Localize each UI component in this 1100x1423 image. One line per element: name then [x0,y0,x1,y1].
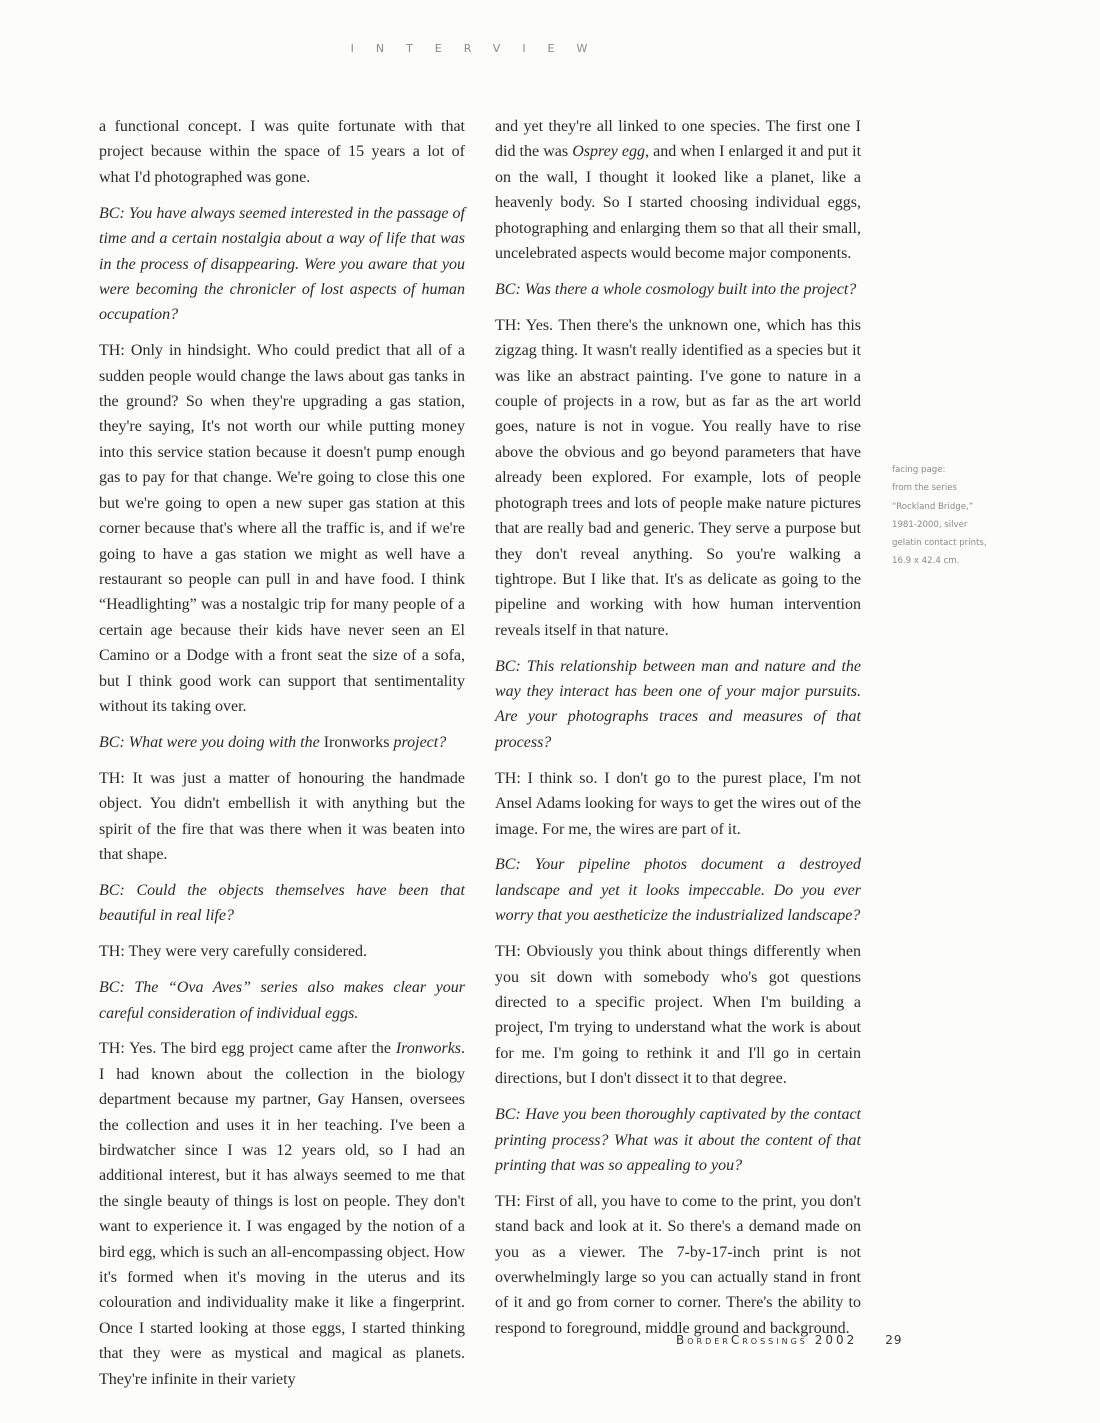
question [495,277,861,302]
question [99,878,465,929]
work-title: Ironworks [323,733,390,751]
speaker-label: TH: [495,1192,521,1210]
question-text: Have you been thoroughly captivated by the contact printing process? What was it about the content of that printing that was so appealing to you? [495,1106,862,1174]
question [99,201,465,328]
left-column [99,114,465,1403]
answer-text: Only in hindsight. Who could predict that all of a sudden people would change the laws about gas tanks in the ground? So when they're upgrading a gas station, they're saying, It's not worth our while putting money into this service station because it doesn't pump enough gas to pay for that change. We're going to close this one but we're going to open a new super gas station at this corner because that's where all the traffic is, and if we're going to have a gas station we might as well have a restaurant so people can pull in and have food. I think “Headlighting” was a nostalgic trip for many people of a certain age because their kids have never seen an El Camino or a Dodge with a front seat the size of a sofa, but I think good work can support that sentimentality without its taking over. [99,342,466,715]
page-footer [676,1333,903,1347]
speaker-label: BC: [99,733,125,751]
question [495,1102,861,1178]
speaker-label: TH: [99,943,125,961]
paragraph [495,114,861,266]
answer [99,766,465,868]
answer-text: . I had known about the collection in the biology department because my partner, Gay Hansen, oversees the collection and uses it in her teaching. I've been a birdwatcher since I was 12 years old, so I had an additional interest, but it has always seemed to me that the single beauty of things is lost on people. They don't want to experience it. I was engaged by the notion of a bird egg, which is such an all-encompassing object. How it's formed when it's moving in the uterus and its colouration and individuality make it like a fingerprint. Once I started looking at those eggs, I started thinking that they were as mystical and magical as planets. They're infinite in their variety [99,1040,466,1388]
speaker-label: BC: [99,204,125,222]
answer [495,939,861,1091]
answer [99,338,465,719]
paragraph-text: , and when I enlarged it and put it on the wall, I thought it looked like a planet, like a heavenly body. So I started choosing individual eggs, photographing and enlarging them so that all their small, uncelebrated aspects would become major components. [495,143,862,263]
caption-line: facing page: [892,465,946,475]
question-text: Your pipeline photos document a destroyed landscape and yet it looks impeccable. Do you ever worry that you aestheticize the industrialized landscape? [495,856,861,925]
question-text: What were you doing with the [128,733,320,751]
answer [495,766,861,842]
magazine-name: BorderCrossings 2002 [676,1333,858,1347]
question [495,654,861,756]
answer [99,939,465,964]
answer-text: Yes. Then there's the unknown one, which has this zigzag thing. It wasn't really identified as a species but it was like an abstract painting. I've gone to nature in a couple of projects in a row, but as far as the art world goes, nature is not in vogue. You really have to rise above the obvious and go beyond parameters that have already been explored. For example, lots of people photograph trees and lots of people make nature pictures that are really bad and generic. They serve a purpose but they don't reveal anything. So you're walking a tightrope. But I like that. It's as delicate as going to the pipeline and working with how human intervention reveals itself in that nature. [495,316,862,639]
question-text: This relationship between man and nature and the way they interact has been one of your major pursuits. Are your photographs traces and measures of that process? [495,657,862,751]
question [99,975,465,1026]
speaker-label: BC: [495,280,521,298]
speaker-label: BC: [495,657,521,675]
question-text: You have always seemed interested in the passage of time and a certain nostalgia about a way of life that was in the process of disappearing. Were you aware that you were becoming the chronicler of lost aspects of human occupation? [99,204,465,324]
question-text: project? [393,733,447,751]
question-text: Could the objects themselves have been that beautiful in real life? [99,881,466,925]
answer-text: I think so. I don't go to the purest place, I'm not Ansel Adams looking for ways to get the wires out of the image. For me, the wires are part of it. [495,769,862,838]
paragraph-text: and yet they're all linked to one species. The first one I did the was [495,118,861,161]
speaker-label: BC: [495,856,521,874]
work-title: Osprey egg [572,143,646,161]
answer-text: Obviously you think about things differently when you sit down with somebody who's got questions directed to a specific project. When I'm building a project, I'm trying to understand what the work is about for me. I'm going to rethink it and I'll go in certain directions, but I don't dissect it to that degree. [495,943,861,1088]
speaker-label: BC: [495,1106,521,1124]
speaker-label: TH: [99,769,125,787]
question [99,730,465,755]
speaker-label: BC: [99,881,125,899]
question-text: The “Ova Aves” series also makes clear your careful consideration of individual eggs. [99,979,466,1022]
speaker-label: BC: [99,979,125,997]
answer [495,1189,861,1341]
answer [495,313,861,643]
answer [99,1036,465,1392]
answer-text: It was just a matter of honouring the handmade object. You didn't embellish it with anything but the spirit of the fire that was there when it was beaten into that shape. [99,769,466,863]
paragraph: a functional concept. I was quite fortunate with that project because within the space of 15 years a lot of what I'd photographed was gone. [99,118,465,186]
right-column [495,114,861,1352]
work-title: Ironworks [395,1040,462,1058]
section-header: INTERVIEW [350,42,610,55]
speaker-label: TH: [99,1040,125,1058]
speaker-label: TH: [495,769,521,787]
speaker-label: TH: [495,316,521,334]
caption-line: 16.9 x 42.4 cm. [892,556,960,567]
caption-line: from the series [892,483,958,494]
answer-text: First of all, you have to come to the print, you don't stand back and look at it. So there's a demand made on you as a viewer. The 7-by-17-inch print is not overwhelmingly large so you can actually stand in front of it and go from corner to corner. There's the ability to respond to foreground, middle ground and background. [495,1192,862,1337]
speaker-label: TH: [99,342,125,360]
speaker-label: TH: [495,943,521,961]
caption-line: gelatin contact prints, [892,538,987,549]
image-caption [892,461,1022,571]
answer-text: Yes. The bird egg project came after the [129,1040,391,1058]
question-text: Was there a whole cosmology built into the project? [524,280,857,298]
question [495,852,861,928]
answer-text: They were very carefully considered. [128,943,368,961]
caption-line: “Rockland Bridge,” [892,501,974,512]
page-number: 29 [885,1333,903,1347]
caption-line: 1981-2000, silver [892,519,968,530]
